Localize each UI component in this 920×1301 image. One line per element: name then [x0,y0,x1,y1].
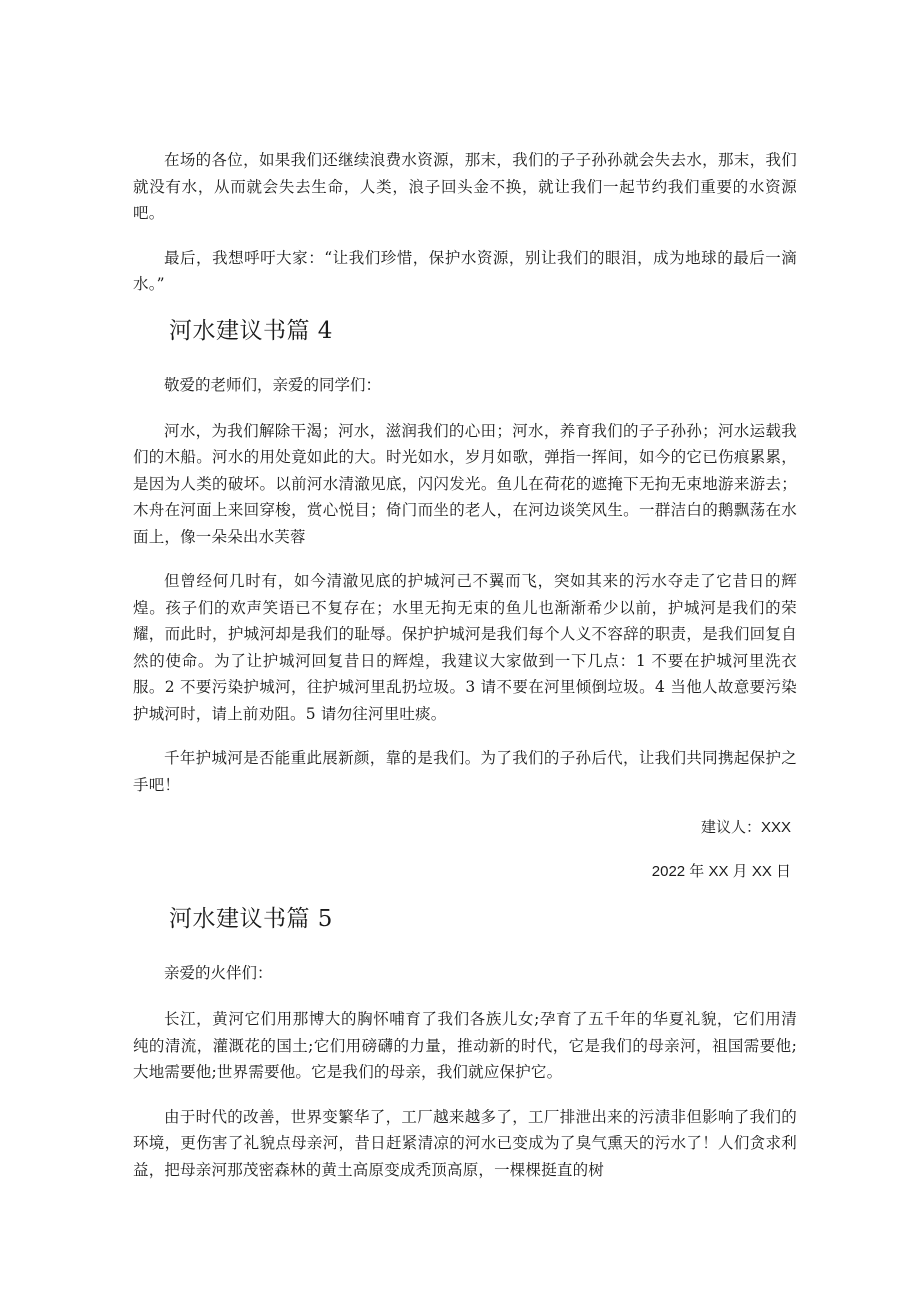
paragraph: 最后，我想呼吁大家：“让我们珍惜，保护水资源，别让我们的眼泪，成为地球的最后一滴水。” [133,248,797,293]
paragraph: 千年护城河是否能重此展新颜，靠的是我们。为了我们的子孙后代，让我们共同携起保护之手吧！ [133,749,797,794]
section-heading-5: 河水建议书篇 5 [169,906,333,932]
paragraph: 长江，黄河它们用那博大的胸怀哺育了我们各族儿女;孕育了五千年的华夏礼貌，它们用清纯的清流，灌溉花的国土;它们用磅礴的力量，推动新的时代，它是我们的母亲河，祖国需要他;大地需要他;世界需要他。它是我们的母亲，我们就应保护它。 [133,1010,797,1081]
paragraph: 由于时代的改善，世界变繁华了，工厂越来越多了，工厂排泄出来的污渍非但影响了我们的环境，更伤害了礼貌点母亲河，昔日赶紧清凉的河水已变成为了臭气熏天的污水了！人们贪求利益，把母亲河那茂密森林的黄土高原变成秃顶高原，一棵棵挺直的树 [133,1107,797,1179]
signer-line: 建议人：XXX [700,819,791,836]
date-line: 2022 年 XX 月 XX 日 [651,863,791,880]
section-heading-4: 河水建议书篇 4 [169,317,333,344]
paragraph: 但曾经何几时有，如今清澈见底的护城河己不翼而飞，突如其来的污水夺走了它昔日的辉煌。孩子们的欢声笑语已不复存在；水里无拘无束的鱼儿也渐渐希少以前，护城河是我们的荣耀，而此时，护城河却是我们的耻辱。保护护城河是我们每个人义不容辞的职责，是我们回复自然的使命。为了让护城河回复昔日的辉煌，我建议大家做到一下几点：1 不要在护城河里洗衣服。2 不要污染护城河，往护城河里乱扔垃圾。3 请不要在河里倾倒垃圾。4 当他人故意要污染护城河时，请上前劝阻。5 请勿往河里吐痰。 [133,572,797,723]
paragraph: 在场的各位，如果我们还继续浪费水资源，那末，我们的子子孙孙就会失去水，那末，我们就没有水，从而就会失去生命，人类，浪子回头金不换，就让我们一起节约我们重要的水资源吧。 [133,151,797,222]
paragraph: 河水，为我们解除干渴；河水，滋润我们的心田；河水，养育我们的子子孙孙；河水运载我们的木船。河水的用处竟如此的大。时光如水，岁月如歌，弹指一挥间，如今的它已伤痕累累，是因为人类的破坏。以前河水清澈见底，闪闪发光。鱼儿在荷花的遮掩下无拘无束地游来游去；木舟在河面上来回穿梭，赏心悦目；倚门而坐的老人，在河边谈笑风生。一群洁白的鹅飘荡在水面上，像一朵朵出水芙蓉 [133,421,797,546]
document-body [133,147,797,1201]
greeting: 亲爱的火伴们： [164,964,273,982]
greeting: 敬爱的老师们，亲爱的同学们： [164,375,382,394]
